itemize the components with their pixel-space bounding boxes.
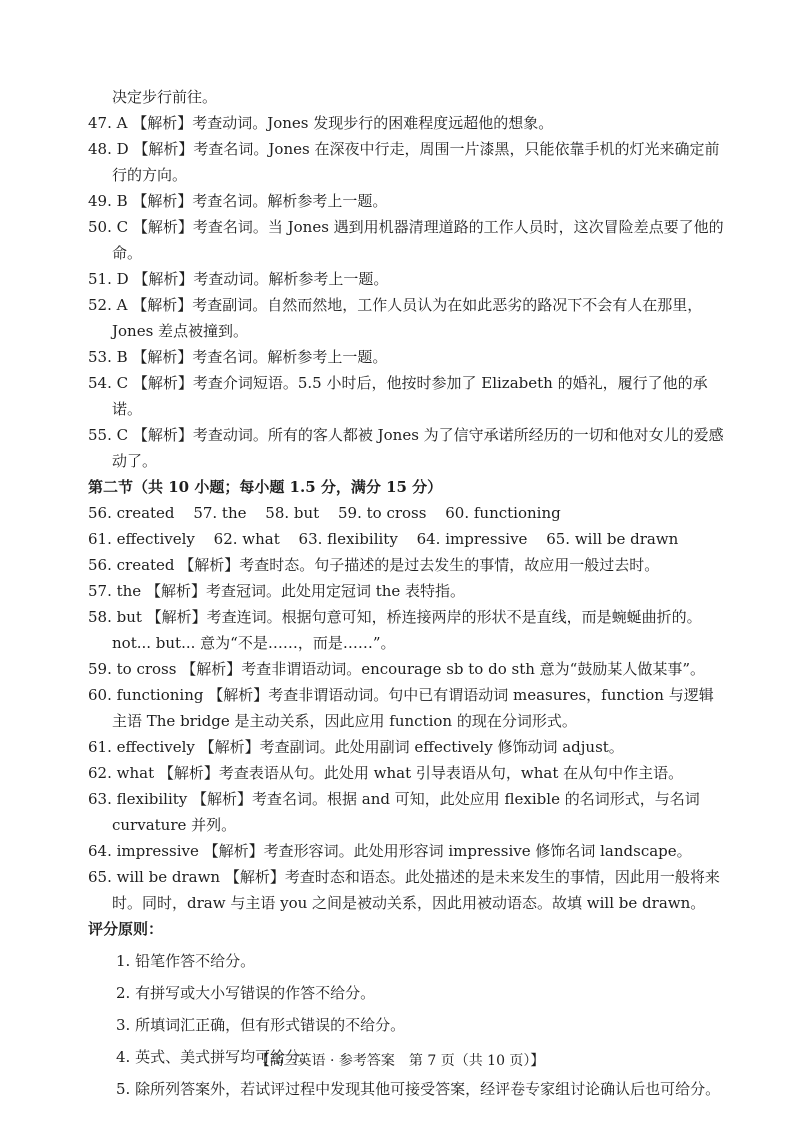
- scoring-rule: 5. 除所列答案外，若试评过程中发现其他可接受答案，经评卷专家组讨论确认后也可给分。: [116, 1080, 721, 1098]
- explanation-62: 62. what 【解析】考查表语从句。此处用 what 引导表语从句，what 在从句中作主语。: [88, 764, 684, 782]
- answer-58: 58. but: [265, 504, 320, 522]
- answer-59: 59. to cross: [338, 504, 427, 522]
- answer-65: 65. will be drawn: [546, 530, 679, 548]
- answer-item-47: 47. A 【解析】考查动词。Jones 发现步行的困难程度远超他的想象。: [88, 114, 554, 132]
- explanation-65: 65. will be drawn 【解析】考查时态和语态。此处描述的是未来发生的事情，因此用一般将来时。同时，draw 与主语 you 之间是被动关系，因此用被动语态。故填 will be drawn。: [88, 868, 720, 912]
- answer-57: 57. the: [193, 504, 247, 522]
- scoring-rule: 3. 所填词汇正确，但有形式错误的不给分。: [116, 1016, 406, 1034]
- answer-62: 62. what: [213, 530, 280, 548]
- scoring-rule: 1. 铅笔作答不给分。: [116, 952, 256, 970]
- explanation-63: 63. flexibility 【解析】考查名词。根据 and 可知，此处应用 flexible 的名词形式，与名词 curvature 并列。: [88, 790, 700, 834]
- explanation-57: 57. the 【解析】考查冠词。此处用定冠词 the 表特指。: [88, 582, 466, 600]
- scoring-rules-title: 评分原则：: [88, 920, 164, 938]
- answer-60: 60. functioning: [445, 504, 561, 522]
- answer-item-53: 53. B 【解析】考查名词。解析参考上一题。: [88, 348, 388, 366]
- explanation-58: 58. but 【解析】考查连词。根据句意可知，桥连接两岸的形状不是直线，而是蜿蜒曲折的。not... but... 意为“不是……，而是……”。: [88, 608, 702, 652]
- answers-row-2: [88, 526, 728, 552]
- answer-64: 64. impressive: [416, 530, 528, 548]
- explanation-60: 60. functioning 【解析】考查非谓语动词。句中已有谓语动词 measures，function 与逻辑主语 The bridge 是主动关系，因此应用 function 的现在分词形式。: [88, 686, 714, 730]
- scoring-rules-list: [88, 948, 728, 1102]
- scoring-rule: 2. 有拼写或大小写错误的作答不给分。: [116, 984, 376, 1002]
- explanation-61: 61. effectively 【解析】考查副词。此处用副词 effectively 修饰动词 adjust。: [88, 738, 624, 756]
- explanation-64: 64. impressive 【解析】考查形容词。此处用形容词 impressive 修饰名词 landscape。: [88, 842, 692, 860]
- answer-56: 56. created: [88, 504, 175, 522]
- answers-row-1: [88, 500, 728, 526]
- answer-item-54: 54. C 【解析】考查介词短语。5.5 小时后，他按时参加了 Elizabeth 的婚礼，履行了他的承诺。: [88, 374, 708, 418]
- text-line: 决定步行前往。: [112, 88, 218, 106]
- answer-item-48: 48. D 【解析】考查名词。Jones 在深夜中行走，周围一片漆黑，只能依靠手机的灯光来确定前行的方向。: [88, 140, 720, 184]
- scoring-rule: 4. 英式、美式拼写均可给分。: [116, 1048, 316, 1066]
- answer-63: 63. flexibility: [298, 530, 398, 548]
- answer-item-49: 49. B 【解析】考查名词。解析参考上一题。: [88, 192, 388, 210]
- answer-item-55: 55. C 【解析】考查动词。所有的客人都被 Jones 为了信守承诺所经历的一切和他对女儿的爱感动了。: [88, 426, 724, 470]
- explanation-59: 59. to cross 【解析】考查非谓语动词。encourage sb to do sth 意为“鼓励某人做某事”。: [88, 660, 705, 678]
- answer-item-52: 52. A 【解析】考查副词。自然而然地，工作人员认为在如此恶劣的路况下不会有人在那里，Jones 差点被撞到。: [88, 296, 703, 340]
- answer-61: 61. effectively: [88, 530, 195, 548]
- section-2-title: 第二节（共 10 小题；每小题 1.5 分，满分 15 分）: [88, 478, 443, 496]
- explanation-56: 56. created 【解析】考查时态。句子描述的是过去发生的事情，故应用一般过去时。: [88, 556, 660, 574]
- answer-item-51: 51. D 【解析】考查动词。解析参考上一题。: [88, 270, 389, 288]
- page-footer: 【高三英语 · 参考答案 第 7 页（共 10 页）】: [255, 1053, 545, 1069]
- answer-item-50: 50. C 【解析】考查名词。当 Jones 遇到用机器清理道路的工作人员时，这次冒险差点要了他的命。: [88, 218, 724, 262]
- answer-content: [88, 84, 728, 1102]
